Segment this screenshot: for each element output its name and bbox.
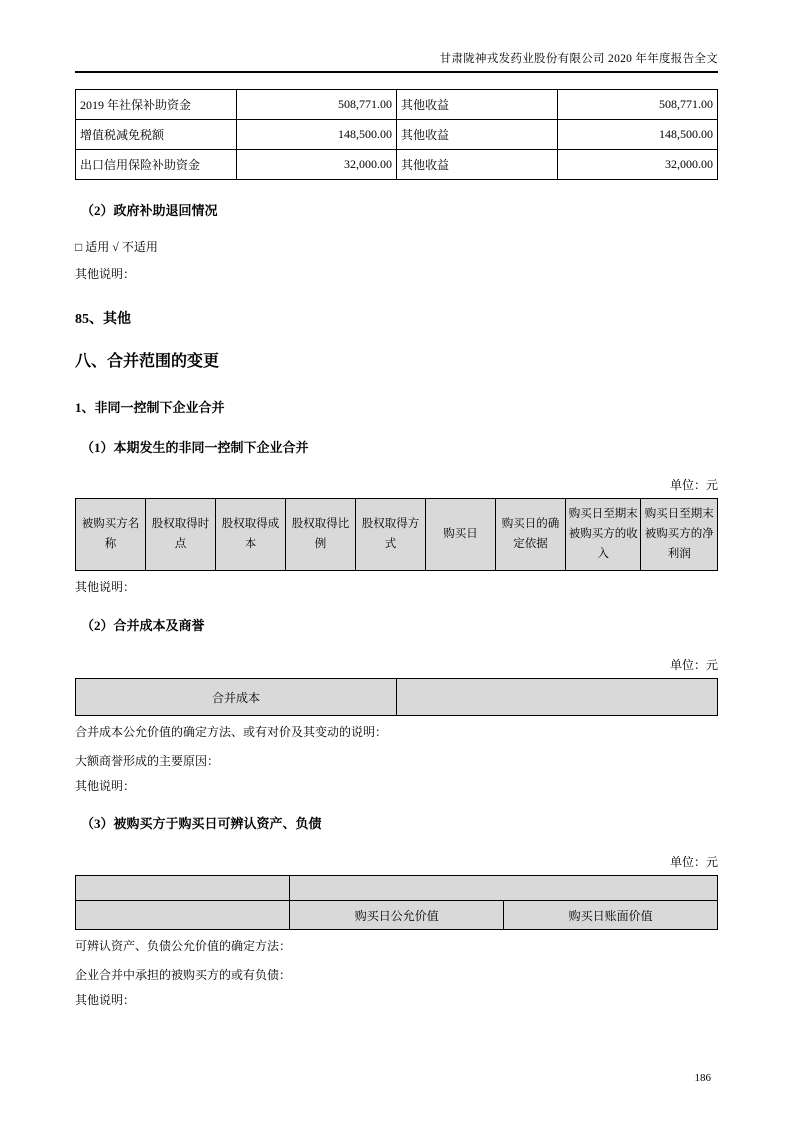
- unit-label: 单位：元: [669, 658, 718, 673]
- subsidy-amount-current: 148,500.00: [557, 120, 718, 150]
- other-note-label: 其他说明：: [75, 579, 136, 594]
- subsidy-category: 其他收益: [397, 120, 558, 150]
- applicability-line: □ 适用 √ 不适用: [75, 240, 158, 254]
- merger-table: [75, 498, 718, 571]
- identifiable-assets-table: [75, 875, 718, 930]
- table-header-row: [76, 901, 718, 930]
- other-note-label: 其他说明：: [75, 267, 136, 282]
- page-number: 186: [694, 1071, 711, 1084]
- heading-identifiable-assets: （3）被购买方于购买日可辨认资产、负债: [81, 816, 322, 832]
- report-title: 甘肃陇神戎发药业股份有限公司 2020 年年度报告全文: [439, 53, 718, 65]
- table-row: [76, 876, 718, 901]
- subsidy-amount-current: 508,771.00: [557, 90, 718, 120]
- column-header: 购买日: [426, 498, 496, 570]
- merger-cost-table: [75, 678, 718, 716]
- merger-cost-value-cell: [397, 679, 718, 716]
- subsidy-category: 其他收益: [397, 150, 558, 180]
- column-header: 购买日的确定依据: [496, 498, 566, 570]
- assets-empty-cell: [76, 901, 290, 930]
- table-row: [76, 150, 718, 180]
- heading-chapter-8: 八、合并范围的变更: [75, 352, 220, 370]
- column-header: 股权取得方式: [356, 498, 426, 570]
- assets-empty-span-cell: [290, 876, 718, 901]
- merger-cost-label-cell: 合并成本: [76, 679, 397, 716]
- column-header: 被购买方名称: [76, 498, 146, 570]
- table-header-row: [76, 498, 718, 570]
- assets-empty-cell: [76, 876, 290, 901]
- heading-gov-subsidy-return: （2）政府补助退回情况: [81, 203, 218, 218]
- subsidy-item: 2019 年社保补助资金: [76, 90, 237, 120]
- other-note-label: 其他说明：: [75, 778, 136, 793]
- subsidy-amount: 32,000.00: [236, 150, 397, 180]
- table-row: [76, 679, 718, 716]
- note-fair-value-method: 合并成本公允价值的确定方法、或有对价及其变动的说明：: [75, 725, 388, 740]
- unit-label: 单位：元: [669, 477, 718, 492]
- subsidy-amount-current: 32,000.00: [557, 150, 718, 180]
- subsidy-table: [75, 89, 718, 180]
- other-note-label: 其他说明：: [75, 993, 136, 1008]
- note-identifiable-method: 可辨认资产、负债公允价值的确定方法：: [75, 939, 292, 954]
- column-header: 购买日至期末被购买方的收入: [566, 498, 641, 570]
- note-contingent-liabilities: 企业合并中承担的被购买方的或有负债：: [75, 967, 292, 982]
- column-header-fair-value: 购买日公允价值: [290, 901, 504, 930]
- heading-cost-goodwill: （2）合并成本及商誉: [81, 618, 205, 634]
- doc-header: [75, 0, 718, 73]
- column-header: 股权取得成本: [216, 498, 286, 570]
- heading-current-period-combination: （1）本期发生的非同一控制下企业合并: [81, 439, 309, 455]
- table-row: [76, 120, 718, 150]
- subsidy-category: 其他收益: [397, 90, 558, 120]
- table-row: [76, 90, 718, 120]
- heading-other-85: 85、其他: [75, 311, 131, 327]
- subsidy-amount: 148,500.00: [236, 120, 397, 150]
- column-header: 股权取得比例: [286, 498, 356, 570]
- column-header: 股权取得时点: [146, 498, 216, 570]
- subsidy-item: 增值税减免税额: [76, 120, 237, 150]
- note-goodwill-reason: 大额商誉形成的主要原因：: [75, 753, 220, 768]
- column-header-book-value: 购买日账面价值: [504, 901, 718, 930]
- subsidy-item: 出口信用保险补助资金: [76, 150, 237, 180]
- heading-business-combination: 1、非同一控制下企业合并: [75, 399, 225, 415]
- subsidy-amount: 508,771.00: [236, 90, 397, 120]
- column-header: 购买日至期末被购买方的净利润: [641, 498, 718, 570]
- unit-label: 单位：元: [669, 855, 718, 870]
